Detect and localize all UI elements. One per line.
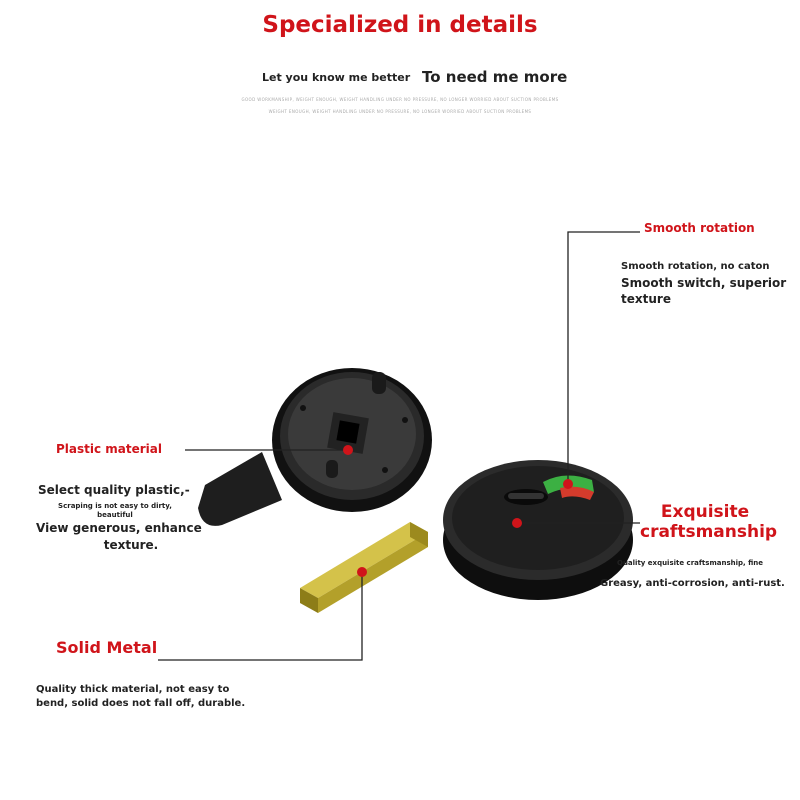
plastic-line-3: beautiful xyxy=(97,511,133,519)
smooth-rotation-line-2: Smooth switch, superior xyxy=(621,276,787,290)
plastic-line-1: Select quality plastic,- xyxy=(38,483,190,497)
plastic-line-2: Scraping is not easy to dirty, xyxy=(58,502,172,510)
plastic-line-4: View generous, enhance xyxy=(36,521,202,535)
solid-metal-title: Solid Metal xyxy=(56,638,158,657)
exquisite-line-1: Quality exquisite craftsmanship, fine xyxy=(617,559,764,567)
fine-print-line-1: GOOD WORKMANSHIP, WEIGHT ENOUGH, WEIGHT HANDLING UNDER NO PRESSURE, NO LONGER WORRIED ABOUT SUCTION PROBLEMS xyxy=(241,97,559,102)
plastic-knob xyxy=(198,368,432,526)
metal-line-2: bend, solid does not fall off, durable. xyxy=(36,698,246,709)
metal-line-1: Quality thick material, not easy to xyxy=(36,684,230,695)
fine-print-line-2: WEIGHT ENOUGH, WEIGHT HANDLING UNDER NO PRESSURE, NO LONGER WORRIED ABOUT SUCTION PROBLEMS xyxy=(268,109,532,114)
plastic-line-5: texture. xyxy=(103,538,159,552)
exquisite-line-2: Greasy, anti-corrosion, anti-rust. xyxy=(600,578,785,589)
page-title: Specialized in details xyxy=(262,12,538,38)
smooth-rotation-title: Smooth rotation xyxy=(644,221,755,235)
smooth-rotation-line-3: texture xyxy=(621,292,671,306)
subtitle-left: Let you know me better xyxy=(262,71,411,84)
exquisite-title-2: craftsmanship xyxy=(640,522,778,542)
subtitle-right: To need me more xyxy=(422,68,568,86)
smooth-rotation-line-1: Smooth rotation, no caton xyxy=(621,261,770,272)
exquisite-title-1: Exquisite xyxy=(660,502,750,522)
plastic-material-title: Plastic material xyxy=(56,442,163,456)
